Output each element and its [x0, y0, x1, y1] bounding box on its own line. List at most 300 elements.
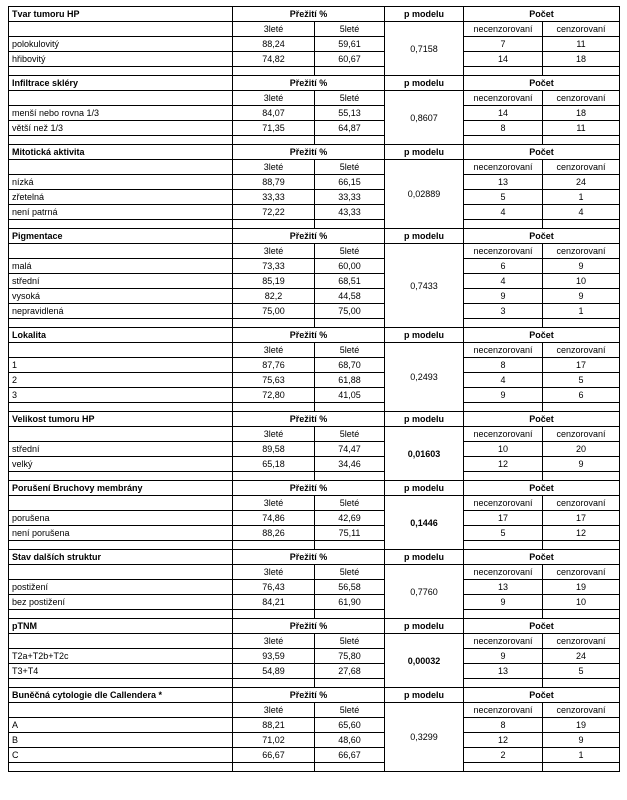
censored-header: cenzorovaní — [543, 565, 620, 580]
p-model-value: 0,00032 — [385, 634, 464, 688]
section-spacer-row — [9, 472, 620, 481]
row-label: T3+T4 — [9, 664, 233, 679]
five-year-value: 41,05 — [315, 388, 385, 403]
survival-header: Přežití % — [233, 688, 385, 703]
count-header: Počet — [464, 619, 620, 634]
spacer-cell — [233, 679, 315, 688]
three-year-header: 3leté — [233, 634, 315, 649]
p-model-value: 0,7760 — [385, 565, 464, 619]
table-row — [9, 442, 620, 457]
five-year-value: 48,60 — [315, 733, 385, 748]
spacer-cell — [233, 541, 315, 550]
three-year-value: 87,76 — [233, 358, 315, 373]
five-year-value: 42,69 — [315, 511, 385, 526]
spacer-cell — [315, 67, 385, 76]
three-year-value: 75,00 — [233, 304, 315, 319]
p-model-value: 0,02889 — [385, 160, 464, 229]
table-row — [9, 190, 620, 205]
count-header: Počet — [464, 145, 620, 160]
table-row — [9, 664, 620, 679]
spacer-cell — [543, 610, 620, 619]
spacer-cell — [464, 541, 543, 550]
section-title: Pigmentace — [9, 229, 233, 244]
section-title: Tvar tumoru HP — [9, 7, 233, 22]
survival-header: Přežití % — [233, 550, 385, 565]
p-model-header: p modelu — [385, 145, 464, 160]
p-model-header: p modelu — [385, 7, 464, 22]
five-year-value: 64,87 — [315, 121, 385, 136]
three-year-header: 3leté — [233, 427, 315, 442]
three-year-value: 88,79 — [233, 175, 315, 190]
section-header-row — [9, 328, 620, 343]
p-model-value: 0,7433 — [385, 244, 464, 328]
spacer-cell — [233, 763, 315, 772]
table-row — [9, 388, 620, 403]
spacer-cell — [9, 763, 233, 772]
spacer-cell — [543, 403, 620, 412]
three-year-value: 93,59 — [233, 649, 315, 664]
uncensored-header: necenzorovaní — [464, 703, 543, 718]
uncensored-value: 4 — [464, 205, 543, 220]
three-year-header: 3leté — [233, 91, 315, 106]
uncensored-value: 10 — [464, 442, 543, 457]
row-label: menší nebo rovna 1/3 — [9, 106, 233, 121]
spacer-cell — [315, 319, 385, 328]
section-title: pTNM — [9, 619, 233, 634]
section-title: Lokalita — [9, 328, 233, 343]
empty-cell — [9, 496, 233, 511]
censored-value: 6 — [543, 388, 620, 403]
row-label: polokulovitý — [9, 37, 233, 52]
section-title: Stav dalších struktur — [9, 550, 233, 565]
five-year-header: 5leté — [315, 91, 385, 106]
uncensored-value: 2 — [464, 748, 543, 763]
censored-header: cenzorovaní — [543, 22, 620, 37]
uncensored-value: 8 — [464, 718, 543, 733]
section-header-row — [9, 7, 620, 22]
row-label: větší než 1/3 — [9, 121, 233, 136]
five-year-value: 60,67 — [315, 52, 385, 67]
spacer-cell — [9, 610, 233, 619]
section-title: Porušení Bruchovy membrány — [9, 481, 233, 496]
row-label: postižení — [9, 580, 233, 595]
section-subheader-row — [9, 343, 620, 358]
section-subheader-row — [9, 22, 620, 37]
empty-cell — [9, 160, 233, 175]
spacer-cell — [9, 679, 233, 688]
three-year-value: 84,21 — [233, 595, 315, 610]
row-label: zřetelná — [9, 190, 233, 205]
row-label: nízká — [9, 175, 233, 190]
uncensored-value: 9 — [464, 289, 543, 304]
spacer-cell — [233, 136, 315, 145]
spacer-cell — [464, 610, 543, 619]
spacer-cell — [315, 610, 385, 619]
five-year-header: 5leté — [315, 343, 385, 358]
censored-value: 24 — [543, 175, 620, 190]
survival-header: Přežití % — [233, 7, 385, 22]
three-year-value: 65,18 — [233, 457, 315, 472]
three-year-header: 3leté — [233, 22, 315, 37]
three-year-value: 72,22 — [233, 205, 315, 220]
censored-value: 19 — [543, 718, 620, 733]
count-header: Počet — [464, 328, 620, 343]
three-year-header: 3leté — [233, 496, 315, 511]
uncensored-header: necenzorovaní — [464, 22, 543, 37]
table-row — [9, 358, 620, 373]
p-model-header: p modelu — [385, 481, 464, 496]
section-spacer-row — [9, 610, 620, 619]
spacer-cell — [464, 220, 543, 229]
table-row — [9, 718, 620, 733]
spacer-cell — [464, 67, 543, 76]
p-model-value: 0,1446 — [385, 496, 464, 550]
p-model-header: p modelu — [385, 229, 464, 244]
section-spacer-row — [9, 220, 620, 229]
uncensored-value: 13 — [464, 664, 543, 679]
three-year-value: 74,86 — [233, 511, 315, 526]
section-title: Infiltrace skléry — [9, 76, 233, 91]
censored-value: 1 — [543, 190, 620, 205]
spacer-cell — [233, 319, 315, 328]
uncensored-value: 9 — [464, 388, 543, 403]
uncensored-value: 12 — [464, 457, 543, 472]
section-spacer-row — [9, 67, 620, 76]
table-row — [9, 205, 620, 220]
censored-value: 9 — [543, 733, 620, 748]
spacer-cell — [315, 679, 385, 688]
censored-value: 10 — [543, 595, 620, 610]
empty-cell — [9, 244, 233, 259]
spacer-cell — [9, 67, 233, 76]
row-label: malá — [9, 259, 233, 274]
three-year-value: 88,26 — [233, 526, 315, 541]
count-header: Počet — [464, 229, 620, 244]
count-header: Počet — [464, 76, 620, 91]
table-row — [9, 289, 620, 304]
p-model-header: p modelu — [385, 412, 464, 427]
censored-header: cenzorovaní — [543, 343, 620, 358]
table-row — [9, 175, 620, 190]
censored-header: cenzorovaní — [543, 244, 620, 259]
five-year-value: 59,61 — [315, 37, 385, 52]
spacer-cell — [464, 319, 543, 328]
five-year-value: 55,13 — [315, 106, 385, 121]
table-row — [9, 511, 620, 526]
section-subheader-row — [9, 427, 620, 442]
table-row — [9, 259, 620, 274]
three-year-header: 3leté — [233, 244, 315, 259]
row-label: porušena — [9, 511, 233, 526]
censored-value: 10 — [543, 274, 620, 289]
spacer-cell — [543, 67, 620, 76]
empty-cell — [9, 634, 233, 649]
spacer-cell — [315, 136, 385, 145]
three-year-value: 82,2 — [233, 289, 315, 304]
row-label: střední — [9, 274, 233, 289]
row-label: není patrná — [9, 205, 233, 220]
uncensored-header: necenzorovaní — [464, 496, 543, 511]
row-label: 3 — [9, 388, 233, 403]
uncensored-value: 17 — [464, 511, 543, 526]
five-year-value: 34,46 — [315, 457, 385, 472]
five-year-value: 65,60 — [315, 718, 385, 733]
three-year-value: 75,63 — [233, 373, 315, 388]
empty-cell — [9, 565, 233, 580]
section-spacer-row — [9, 763, 620, 772]
spacer-cell — [464, 136, 543, 145]
section-subheader-row — [9, 703, 620, 718]
row-label: B — [9, 733, 233, 748]
spacer-cell — [543, 220, 620, 229]
five-year-header: 5leté — [315, 160, 385, 175]
censored-value: 1 — [543, 748, 620, 763]
censored-value: 5 — [543, 664, 620, 679]
uncensored-header: necenzorovaní — [464, 565, 543, 580]
spacer-cell — [233, 610, 315, 619]
censored-value: 11 — [543, 121, 620, 136]
row-label: C — [9, 748, 233, 763]
uncensored-value: 5 — [464, 526, 543, 541]
censored-value: 17 — [543, 358, 620, 373]
three-year-value: 73,33 — [233, 259, 315, 274]
spacer-cell — [9, 403, 233, 412]
row-label: vysoká — [9, 289, 233, 304]
section-spacer-row — [9, 541, 620, 550]
uncensored-value: 4 — [464, 274, 543, 289]
three-year-value: 74,82 — [233, 52, 315, 67]
spacer-cell — [543, 319, 620, 328]
spacer-cell — [9, 472, 233, 481]
three-year-value: 33,33 — [233, 190, 315, 205]
row-label: 1 — [9, 358, 233, 373]
censored-value: 9 — [543, 259, 620, 274]
section-header-row — [9, 619, 620, 634]
five-year-header: 5leté — [315, 427, 385, 442]
spacer-cell — [233, 67, 315, 76]
table-row — [9, 595, 620, 610]
censored-value: 9 — [543, 289, 620, 304]
censored-header: cenzorovaní — [543, 703, 620, 718]
five-year-value: 66,15 — [315, 175, 385, 190]
count-header: Počet — [464, 550, 620, 565]
spacer-cell — [233, 220, 315, 229]
table-row — [9, 373, 620, 388]
censored-value: 11 — [543, 37, 620, 52]
table-row — [9, 304, 620, 319]
table-row — [9, 748, 620, 763]
spacer-cell — [543, 136, 620, 145]
censored-header: cenzorovaní — [543, 160, 620, 175]
uncensored-value: 3 — [464, 304, 543, 319]
p-model-header: p modelu — [385, 328, 464, 343]
five-year-header: 5leté — [315, 634, 385, 649]
p-model-header: p modelu — [385, 688, 464, 703]
censored-value: 1 — [543, 304, 620, 319]
survival-table-body — [9, 7, 620, 772]
five-year-value: 75,11 — [315, 526, 385, 541]
uncensored-value: 14 — [464, 52, 543, 67]
censored-header: cenzorovaní — [543, 634, 620, 649]
empty-cell — [9, 91, 233, 106]
row-label: není porušena — [9, 526, 233, 541]
row-label: bez postižení — [9, 595, 233, 610]
p-model-value: 0,8607 — [385, 91, 464, 145]
five-year-value: 60,00 — [315, 259, 385, 274]
table-row — [9, 274, 620, 289]
five-year-value: 75,80 — [315, 649, 385, 664]
table-row — [9, 37, 620, 52]
survival-header: Přežití % — [233, 76, 385, 91]
count-header: Počet — [464, 688, 620, 703]
three-year-header: 3leté — [233, 160, 315, 175]
spacer-cell — [464, 472, 543, 481]
survival-table-container — [8, 6, 619, 772]
uncensored-value: 9 — [464, 595, 543, 610]
five-year-value: 43,33 — [315, 205, 385, 220]
spacer-cell — [315, 403, 385, 412]
survival-header: Přežití % — [233, 229, 385, 244]
section-subheader-row — [9, 565, 620, 580]
spacer-cell — [315, 763, 385, 772]
three-year-header: 3leté — [233, 703, 315, 718]
three-year-value: 88,21 — [233, 718, 315, 733]
section-spacer-row — [9, 403, 620, 412]
section-header-row — [9, 481, 620, 496]
survival-header: Přežití % — [233, 481, 385, 496]
section-spacer-row — [9, 136, 620, 145]
count-header: Počet — [464, 7, 620, 22]
uncensored-header: necenzorovaní — [464, 160, 543, 175]
row-label: hřibovitý — [9, 52, 233, 67]
spacer-cell — [543, 541, 620, 550]
row-label: T2a+T2b+T2c — [9, 649, 233, 664]
uncensored-header: necenzorovaní — [464, 634, 543, 649]
spacer-cell — [464, 679, 543, 688]
three-year-value: 66,67 — [233, 748, 315, 763]
table-row — [9, 733, 620, 748]
five-year-value: 66,67 — [315, 748, 385, 763]
uncensored-header: necenzorovaní — [464, 427, 543, 442]
five-year-header: 5leté — [315, 22, 385, 37]
p-model-header: p modelu — [385, 76, 464, 91]
spacer-cell — [315, 220, 385, 229]
censored-header: cenzorovaní — [543, 427, 620, 442]
spacer-cell — [9, 220, 233, 229]
censored-value: 9 — [543, 457, 620, 472]
three-year-value: 76,43 — [233, 580, 315, 595]
three-year-value: 54,89 — [233, 664, 315, 679]
three-year-header: 3leté — [233, 565, 315, 580]
uncensored-value: 5 — [464, 190, 543, 205]
section-subheader-row — [9, 496, 620, 511]
three-year-value: 88,24 — [233, 37, 315, 52]
spacer-cell — [543, 679, 620, 688]
censored-value: 20 — [543, 442, 620, 457]
five-year-value: 68,51 — [315, 274, 385, 289]
five-year-value: 44,58 — [315, 289, 385, 304]
uncensored-value: 12 — [464, 733, 543, 748]
three-year-value: 84,07 — [233, 106, 315, 121]
p-model-header: p modelu — [385, 550, 464, 565]
p-model-header: p modelu — [385, 619, 464, 634]
row-label: nepravidlená — [9, 304, 233, 319]
three-year-value: 71,02 — [233, 733, 315, 748]
five-year-value: 61,90 — [315, 595, 385, 610]
spacer-cell — [233, 403, 315, 412]
uncensored-header: necenzorovaní — [464, 244, 543, 259]
censored-value: 18 — [543, 52, 620, 67]
spacer-cell — [543, 763, 620, 772]
five-year-value: 68,70 — [315, 358, 385, 373]
three-year-value: 85,19 — [233, 274, 315, 289]
table-row — [9, 52, 620, 67]
spacer-cell — [464, 763, 543, 772]
p-model-value: 0,2493 — [385, 343, 464, 412]
spacer-cell — [315, 472, 385, 481]
five-year-header: 5leté — [315, 496, 385, 511]
row-label: velký — [9, 457, 233, 472]
uncensored-value: 7 — [464, 37, 543, 52]
section-header-row — [9, 550, 620, 565]
spacer-cell — [543, 472, 620, 481]
five-year-value: 74,47 — [315, 442, 385, 457]
row-label: střední — [9, 442, 233, 457]
section-title: Mitotická aktivita — [9, 145, 233, 160]
table-row — [9, 526, 620, 541]
empty-cell — [9, 703, 233, 718]
table-row — [9, 649, 620, 664]
three-year-value: 72,80 — [233, 388, 315, 403]
five-year-header: 5leté — [315, 244, 385, 259]
p-model-value: 0,3299 — [385, 703, 464, 772]
spacer-cell — [464, 403, 543, 412]
five-year-value: 33,33 — [315, 190, 385, 205]
uncensored-value: 8 — [464, 358, 543, 373]
section-subheader-row — [9, 634, 620, 649]
spacer-cell — [9, 541, 233, 550]
survival-header: Přežití % — [233, 328, 385, 343]
empty-cell — [9, 22, 233, 37]
censored-value: 12 — [543, 526, 620, 541]
section-subheader-row — [9, 91, 620, 106]
count-header: Počet — [464, 412, 620, 427]
uncensored-header: necenzorovaní — [464, 91, 543, 106]
censored-value: 24 — [543, 649, 620, 664]
five-year-value: 27,68 — [315, 664, 385, 679]
section-spacer-row — [9, 319, 620, 328]
table-row — [9, 106, 620, 121]
section-title: Velikost tumoru HP — [9, 412, 233, 427]
three-year-value: 89,58 — [233, 442, 315, 457]
section-header-row — [9, 145, 620, 160]
spacer-cell — [9, 319, 233, 328]
five-year-header: 5leté — [315, 565, 385, 580]
spacer-cell — [233, 472, 315, 481]
spacer-cell — [9, 136, 233, 145]
count-header: Počet — [464, 481, 620, 496]
table-row — [9, 121, 620, 136]
row-label: A — [9, 718, 233, 733]
uncensored-value: 9 — [464, 649, 543, 664]
uncensored-value: 6 — [464, 259, 543, 274]
table-row — [9, 580, 620, 595]
uncensored-value: 8 — [464, 121, 543, 136]
censored-header: cenzorovaní — [543, 496, 620, 511]
row-label: 2 — [9, 373, 233, 388]
survival-header: Přežití % — [233, 412, 385, 427]
three-year-header: 3leté — [233, 343, 315, 358]
